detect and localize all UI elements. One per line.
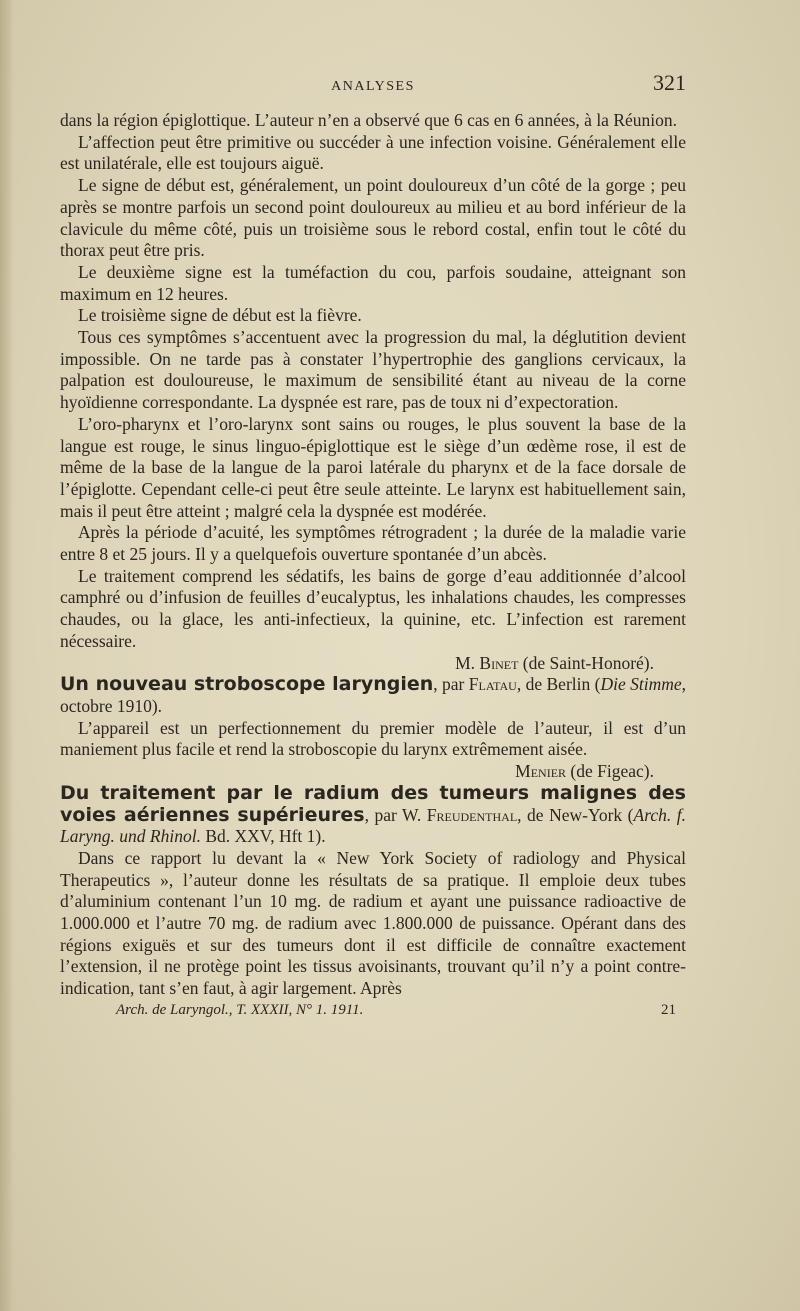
footer-journal: Arch. de Laryngol., T. XXXII, N° 1. 1911. <box>116 1001 364 1018</box>
paragraph: Le traitement comprend les sédatifs, les bains de gorge d’eau additionnée d’alcool camphré ou d’infusion de feuilles d’eucalyptus, les inhalations chaudes, les compresses chaudes, ou la glace, les anti-infectieux, la quinine, etc. L’infection est rarement nécessaire. <box>60 565 686 651</box>
signature-place: (de Figeac). <box>566 761 654 782</box>
article-author-place: , de New-York <box>517 804 628 825</box>
article-source-open: ( <box>627 804 634 825</box>
article-byline: , par <box>433 674 469 695</box>
signature-name: Binet <box>479 652 519 673</box>
article-title: Un nouveau stroboscope laryngien <box>60 673 434 696</box>
signature-name: Menier <box>515 761 567 782</box>
paragraph: dans la région épiglottique. L’auteur n’en a observé que 6 cas en 6 années, à la Réunion. <box>60 110 677 130</box>
paragraph: Le troisième signe de début est la fièvre. <box>78 305 362 326</box>
signature <box>60 761 686 783</box>
running-head: ANALYSES <box>331 79 415 94</box>
page-number: 321 <box>653 70 686 95</box>
paragraph: L’affection peut être primitive ou succéder à une infection voisine. Généralement elle est unilatérale, elle est toujours aiguë. <box>60 131 686 174</box>
article-source-open: ( <box>594 674 601 695</box>
page-header <box>60 70 686 110</box>
article-journal: Arch. f. Laryng. und Rhinol. <box>60 804 686 847</box>
paragraph: Le deuxième signe est la tuméfaction du cou, parfois soudaine, atteignant son maximum en 12 heures. <box>60 261 686 304</box>
paragraph: Dans ce rapport lu devant la « New York Society of radiology and Physical Therapeutics », l’auteur donne les résultats de sa pratique. Il emploie deux tubes d’aluminium contenant l’un 10 mg. de radium et ayant une puissance radioactive de 1.000.000 et l’autre 70 mg. de radium avec 1.800.000 de puissance. Opérant dans des régions exiguës et sur des tumeurs dont il est difficile de connaître exactement l’extension, il ne protège point les tissus avoisinants, trouvant qu’il n’y a point contre-indication, tant s’en faut, à agir largement. Après <box>60 847 686 999</box>
page-spine-shadow <box>0 0 14 1311</box>
signature-place: (de Saint-Honoré). <box>518 652 654 673</box>
text-column <box>60 70 686 1019</box>
paragraph: Après la période d’acuité, les symptômes rétrogradent ; la durée de la maladie varie entre 8 et 25 jours. Il y a quelquefois ouverture spontanée d’un abcès. <box>60 522 686 565</box>
article-author: Freudenthal <box>426 804 518 825</box>
paragraph: L’oro-pharynx et l’oro-larynx sont sains ou rouges, le plus souvent la base de la langue est rouge, le sinus linguo-épiglottique est le siège d’un œdème rose, il est de même de la base de la langue de la paroi latérale du pharynx et de la face dorsale de l’épiglotte. Cependant celle-ci peut être seule atteinte. Le larynx est habituellement sain, mais il peut être atteint ; malgré cela la dyspnée est modérée. <box>60 413 686 521</box>
page-footer <box>60 1002 686 1019</box>
article-heading <box>60 674 686 717</box>
paragraph: L’appareil est un perfectionnement du premier modèle de l’auteur, il est d’un maniement plus facile et rend la stroboscopie du larynx extrêmement aisée. <box>60 717 686 760</box>
paragraph: Tous ces symptômes s’accentuent avec la progression du mal, la déglutition devient impossible. On ne tarde pas à constater l’hypertrophie des ganglions cervicaux, la palpation est douloureuse, le maximum de sensibilité étant au niveau de la corne hyoïdienne correspondante. La dyspnée est rare, pas de toux ni d’expectoration. <box>60 327 686 413</box>
article-title: Du traitement par le radium des tumeurs malignes des voies aériennes supérieures <box>60 781 686 826</box>
article-source-rest: , octobre 1910). <box>60 674 686 716</box>
article-source-rest: Bd. XXV, Hft 1). <box>200 826 326 847</box>
signature-prefix: M. <box>455 652 480 673</box>
footer-sheet-number: 21 <box>661 1001 676 1018</box>
paragraph: Le signe de début est, généralement, un point douloureux d’un côté de la gorge ; peu après se montre parfois un second point douloureux au milieu et au bord inférieur de la clavicule du même côté, puis un troisième sous le rebord costal, enfin tout le côté du thorax peut être pris. <box>60 175 686 261</box>
article-journal: Die Stimme <box>600 674 682 695</box>
article-byline: , par W. <box>364 804 427 825</box>
article-author: Flatau <box>468 674 517 695</box>
signature <box>60 653 686 675</box>
article-heading <box>60 783 686 848</box>
article-author-place: , de Berlin <box>516 674 595 695</box>
